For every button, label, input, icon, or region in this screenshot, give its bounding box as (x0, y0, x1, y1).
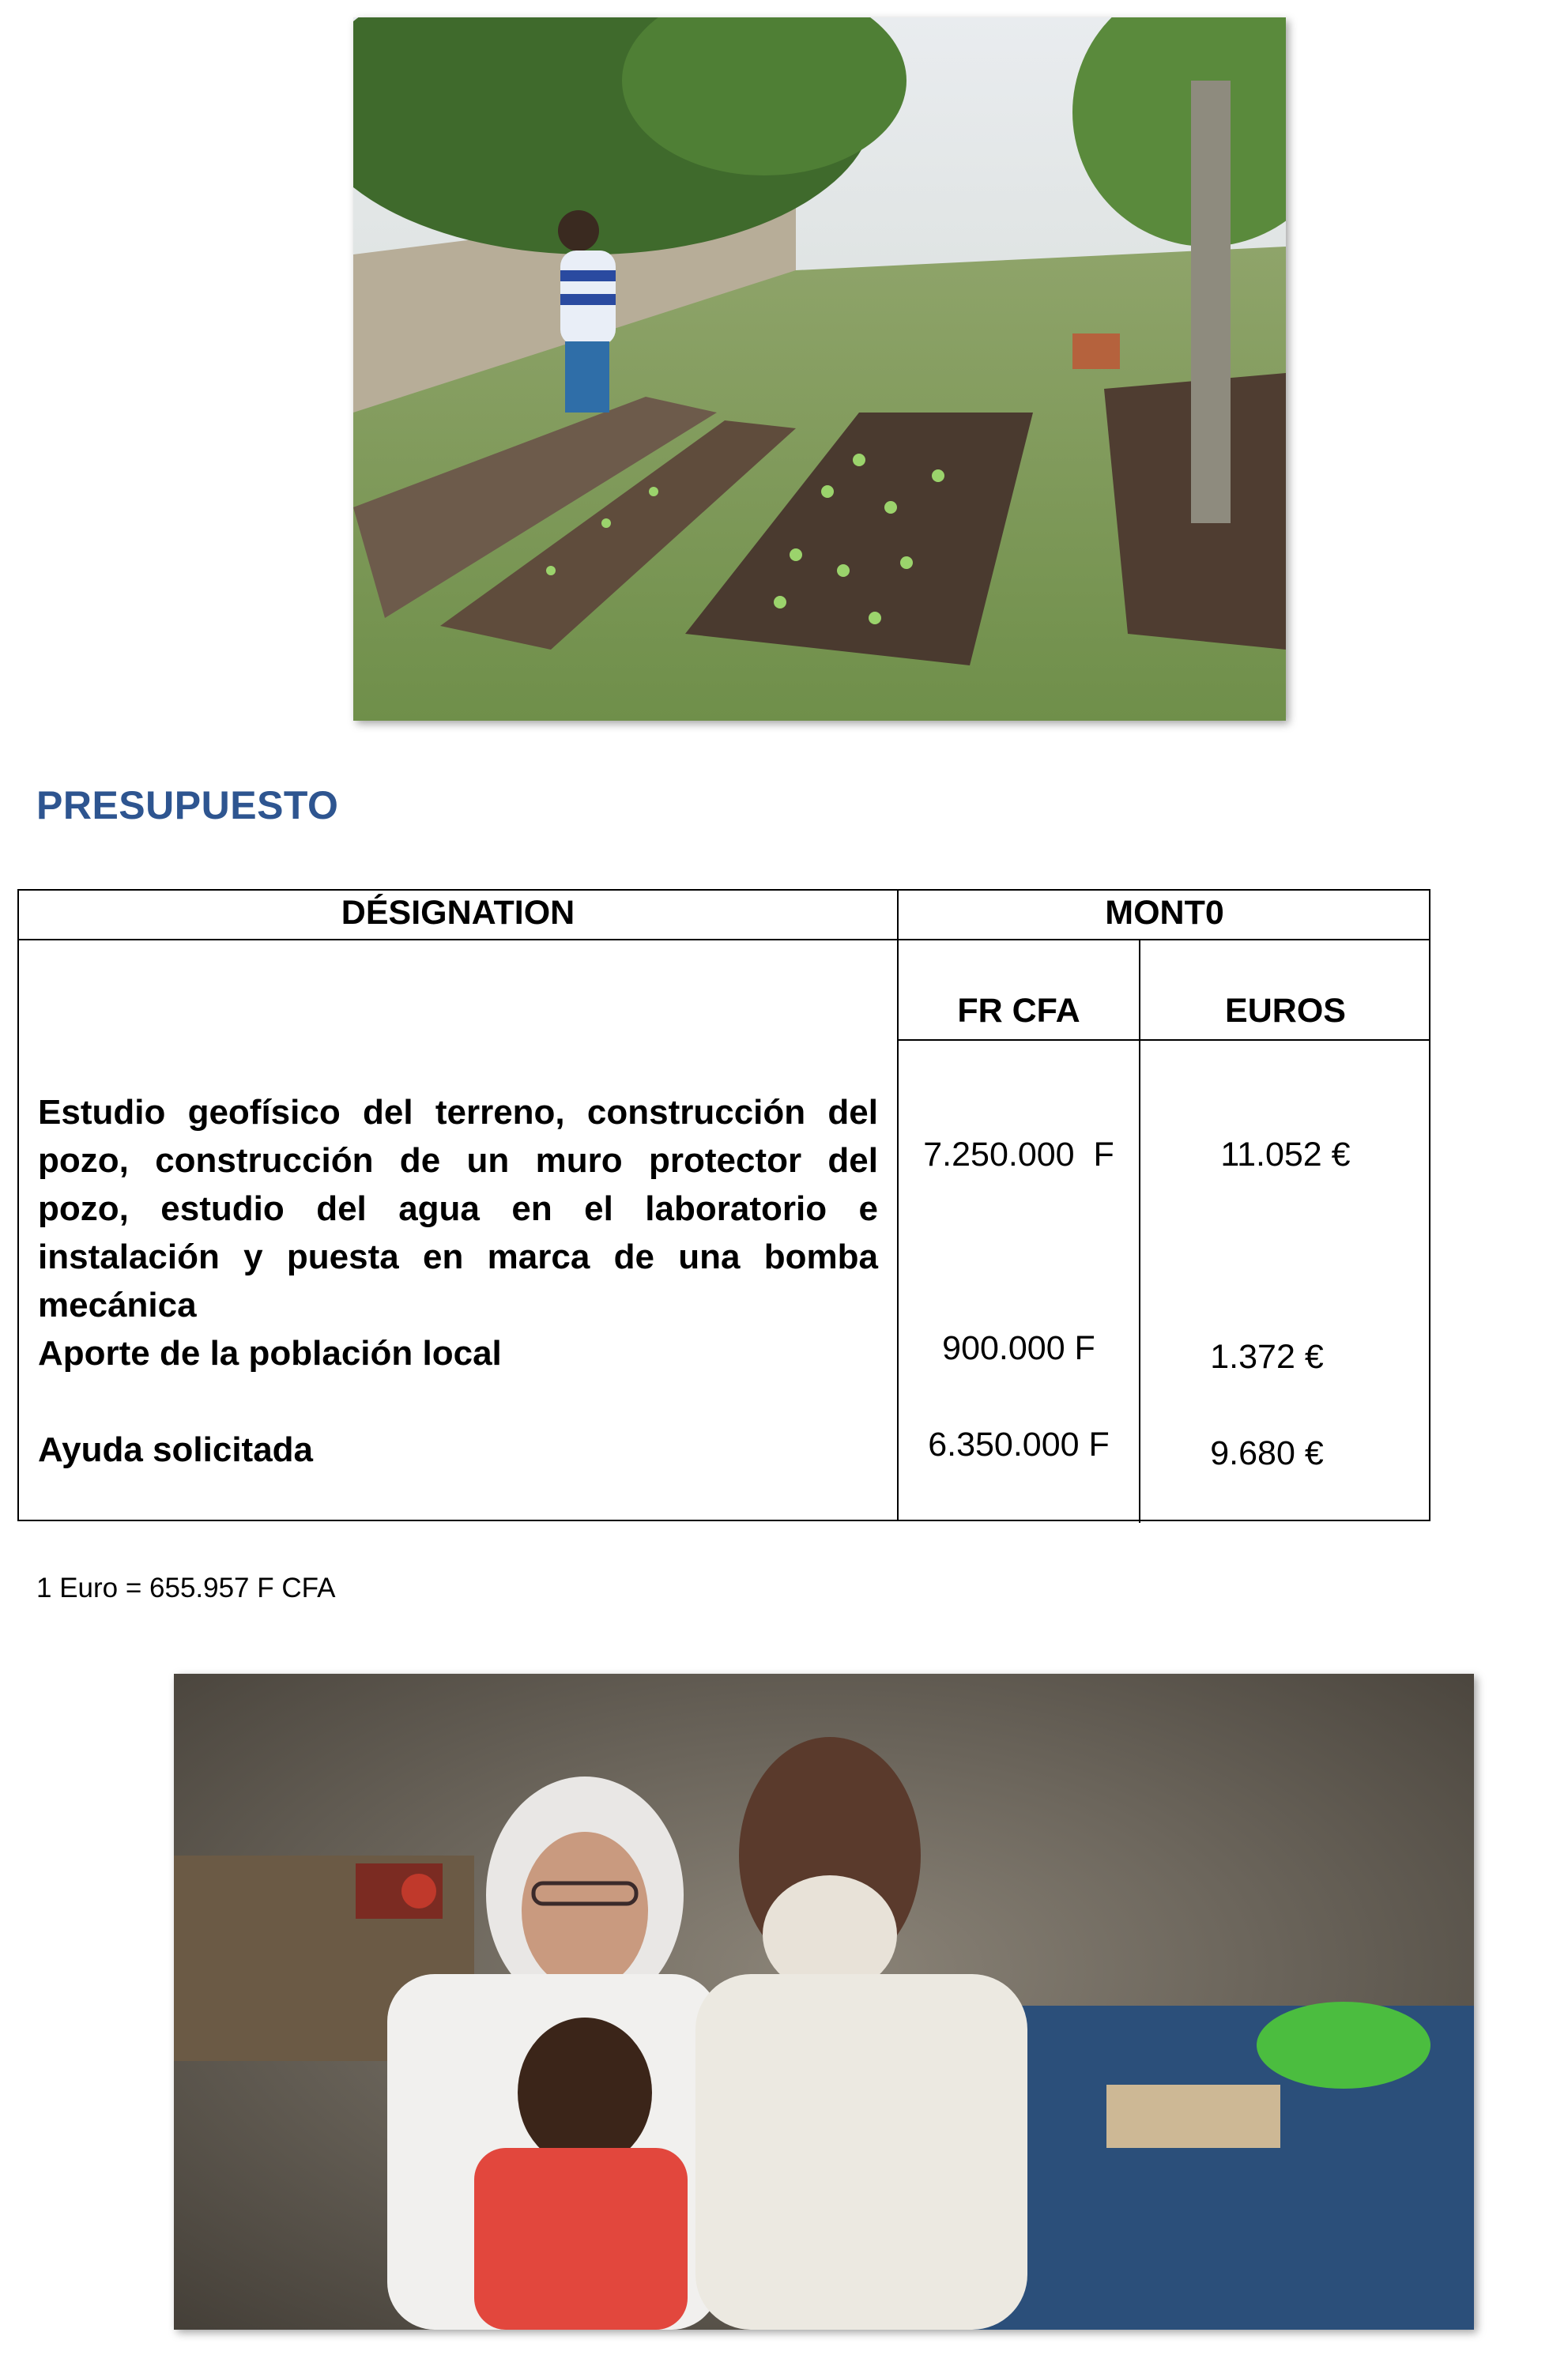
row-euro-amount: 11.052 € (1220, 1136, 1351, 1174)
budget-table (17, 889, 1430, 1521)
designation-header: DÉSIGNATION (341, 894, 575, 932)
euros-header: EUROS (1225, 992, 1346, 1030)
exchange-rate-note: 1 Euro = 655.957 F CFA (36, 1573, 336, 1603)
subheader-divider (897, 1039, 1430, 1041)
row-cfa-amount: 6.350.000 F (928, 1426, 1110, 1464)
row-designation: Aporte de la población local (38, 1334, 502, 1373)
row-designation: Estudio geofísico del terreno, construcción del pozo, construcción de un muro protector del pozo, estudio del agua en el laboratorio e instalación y puesta en marca de una bomba mecánica (38, 1093, 878, 1324)
header-divider (19, 939, 1429, 940)
page-title: PRESUPUESTO (36, 783, 339, 827)
row-designation: Ayuda solicitada (38, 1430, 314, 1469)
row-euro-amount: 9.680 € (1210, 1434, 1324, 1472)
row-cfa-amount: 7.250.000 F (923, 1136, 1114, 1174)
cfa-header: FR CFA (957, 992, 1080, 1030)
row-cfa-amount: 900.000 F (942, 1329, 1095, 1367)
amount-header: MONT0 (1105, 894, 1224, 932)
row-euro-amount: 1.372 € (1210, 1338, 1324, 1376)
garden-photo (353, 17, 1286, 721)
people-photo (174, 1674, 1474, 2330)
